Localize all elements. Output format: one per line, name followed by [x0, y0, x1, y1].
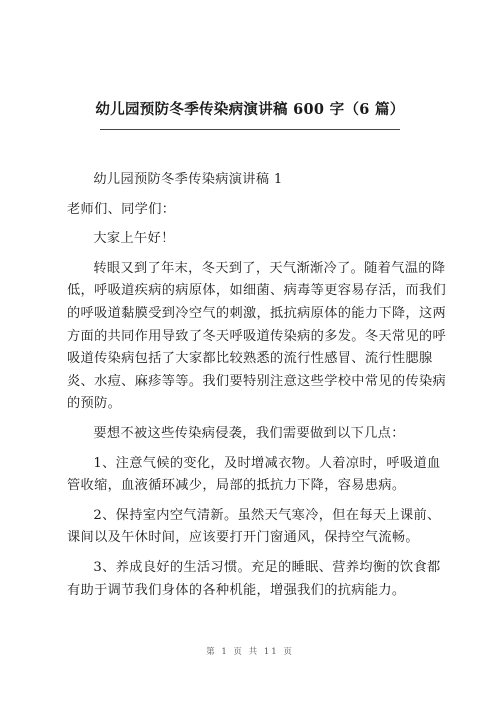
section-heading: 幼儿园预防冬季传染病演讲稿 1 [93, 172, 283, 187]
paragraph: 3、养成良好的生活习惯。充足的睡眠、营养均衡的饮食都有助于调节我们身体的各种机能，增强我们的抗病能力。 [67, 559, 441, 598]
salutation: 老师们、同学们： [67, 201, 176, 217]
title-divider [100, 129, 400, 130]
document-title: 幼儿园预防冬季传染病演讲稿 600 字（6 篇） [95, 101, 405, 118]
paragraph: 要想不被这些传染病侵袭，我们需要做到以下几点： [93, 425, 405, 441]
page-number: 第 1 页 共 11 页 [206, 647, 294, 657]
paragraph: 2、保持室内空气清新。虽然天气寒冷，但在每天上课前、课间以及午休时间，应该要打开门窗通风，保持空气流畅。 [67, 507, 441, 546]
document-body [67, 169, 453, 609]
greeting: 大家上午好！ [93, 231, 175, 247]
paragraph: 1、注意气候的变化，及时增减衣物。人着凉时，呼吸道血管收缩，血液循环减少，局部的抵抗力下降，容易患病。 [67, 455, 441, 494]
paragraph: 转眼又到了年末，冬天到了，天气渐渐冷了。随着气温的降低，呼吸道疾病的病原体，如细菌、病毒等更容易存活，而我们的呼吸道黏膜受到冷空气的刺激，抵抗病原体的能力下降，这两方面的共同作用导致了冬天呼吸道传染病的多发。冬天常见的呼吸道传染病包括了大家都比较熟悉的流行性感冒、流行性腮腺炎、水痘、麻疹等等。我们要特别注意这些学校中常见的传染病的预防。 [67, 260, 447, 412]
